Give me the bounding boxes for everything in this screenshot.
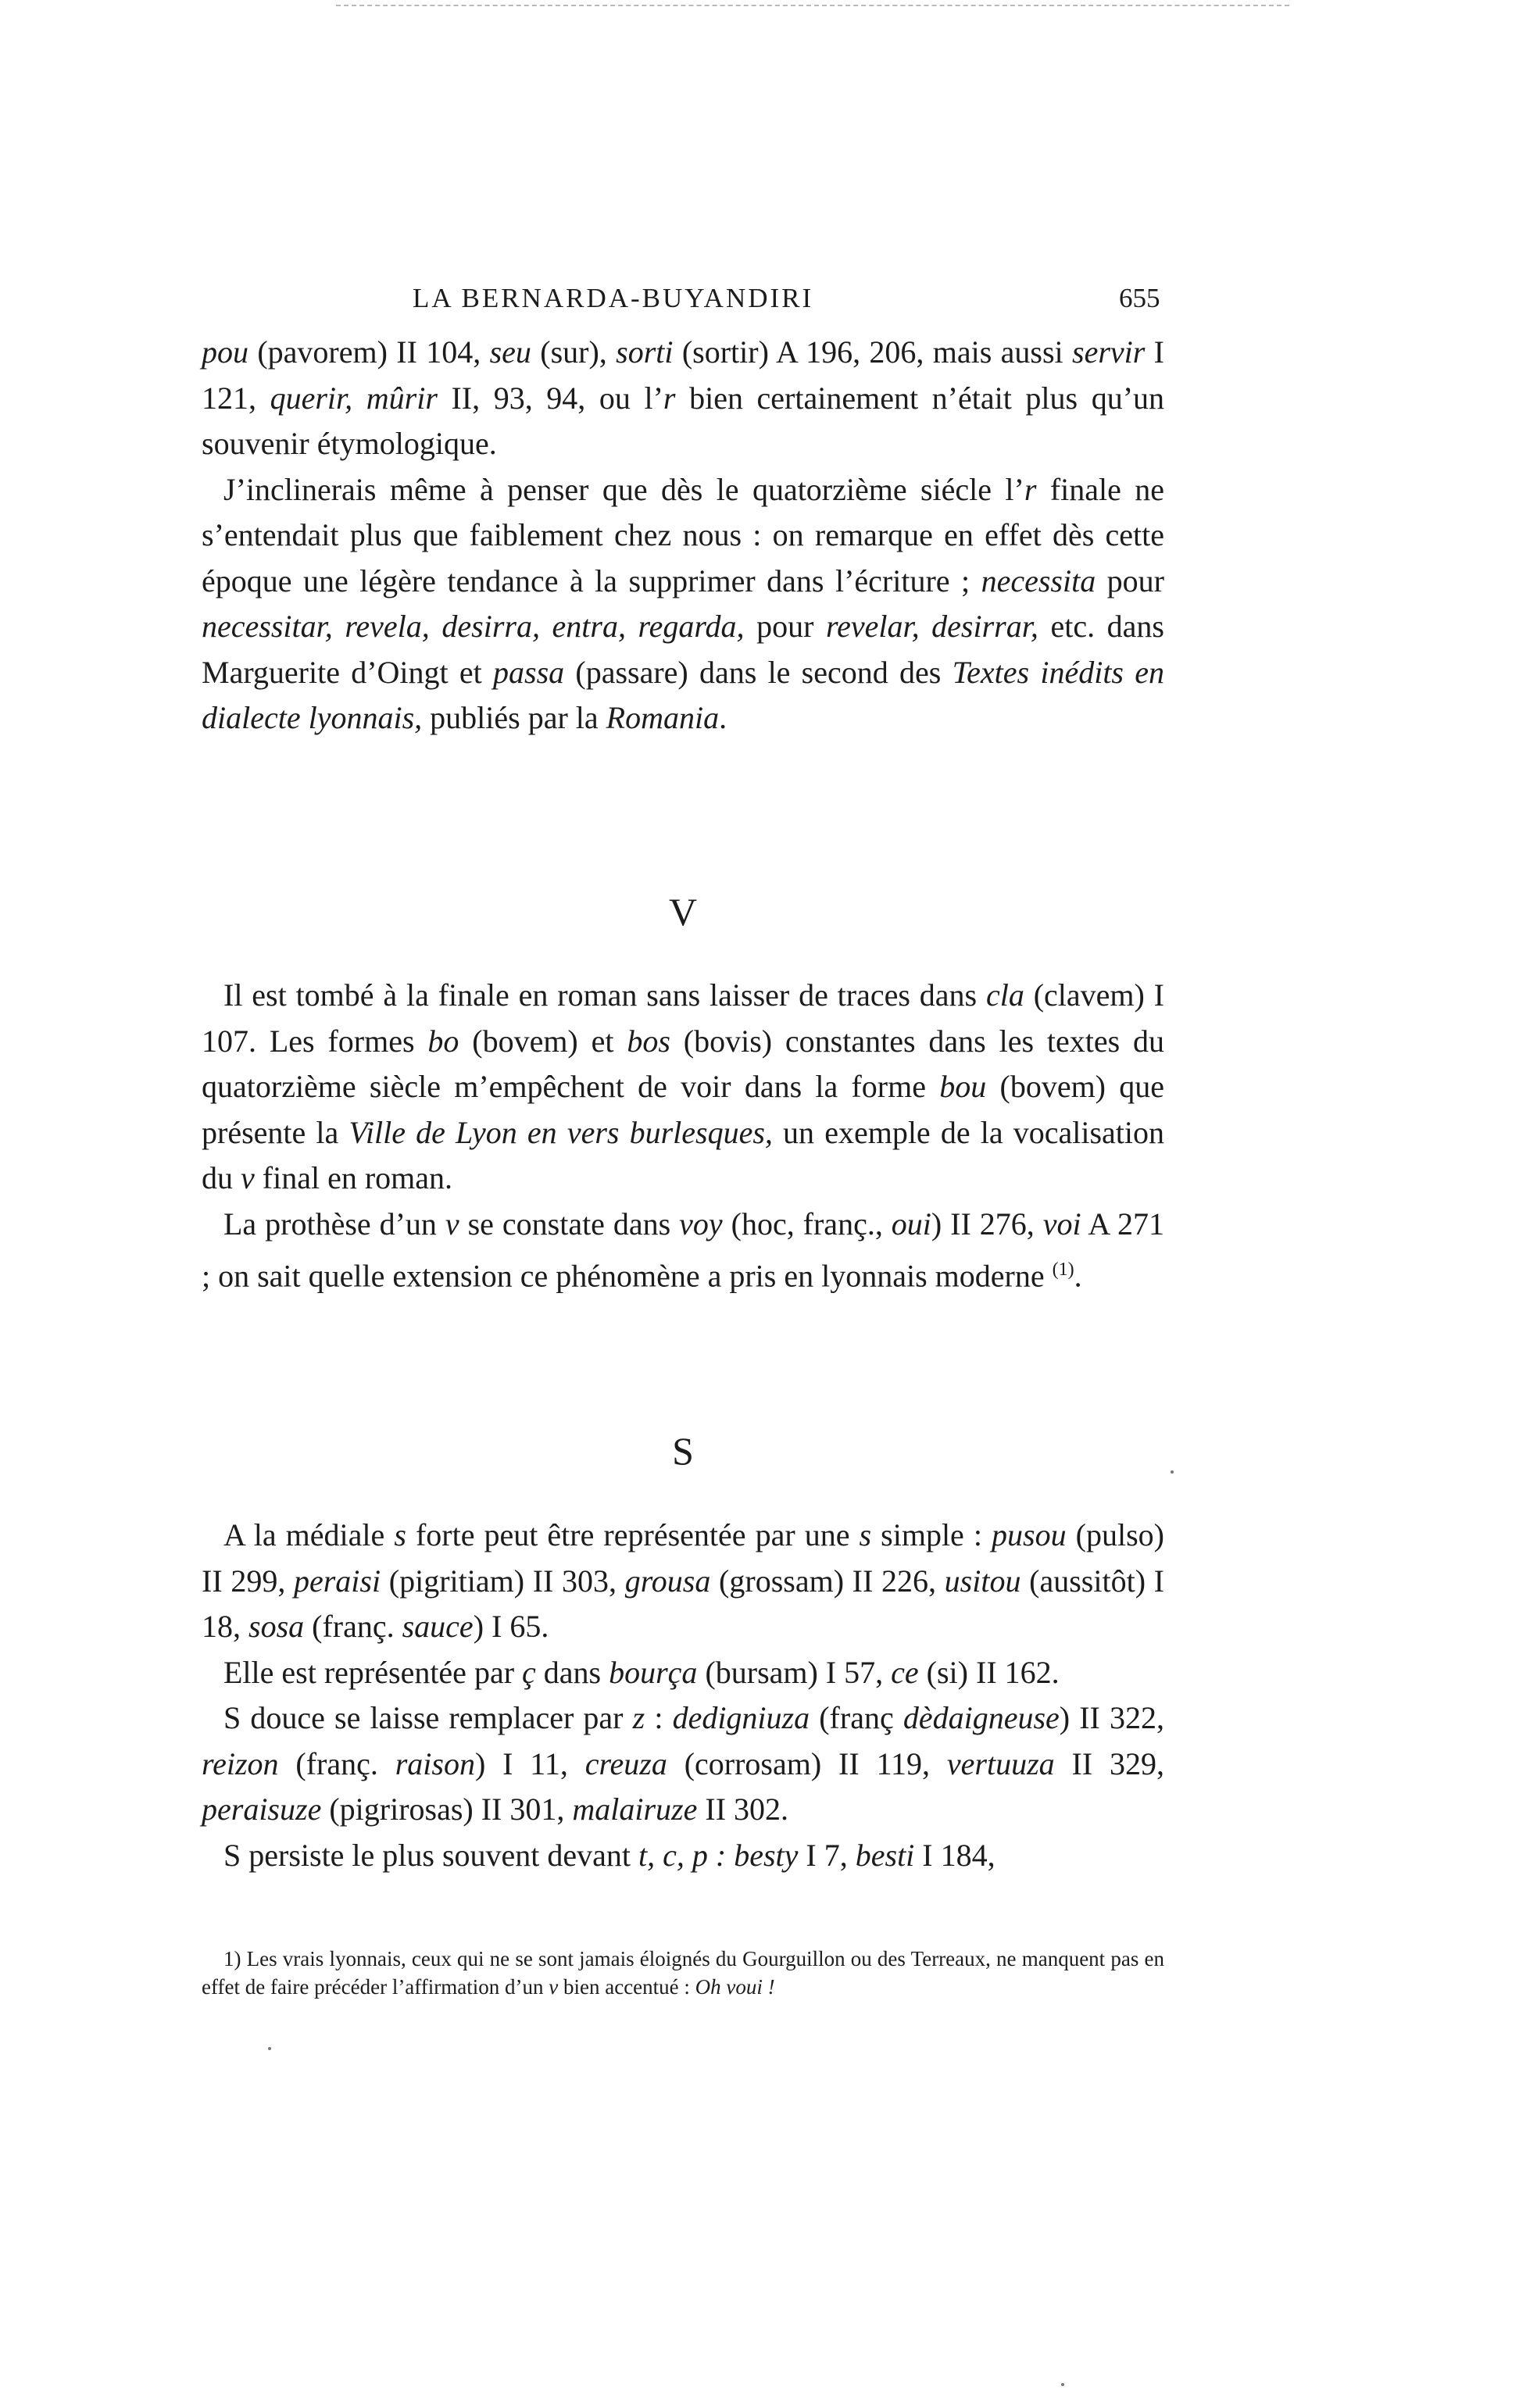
italic-run: raison [395,1745,475,1781]
italic-run: s [394,1517,406,1552]
italic-run: querir, mûrir [270,380,438,416]
text-run: J’inclinerais même à penser que dès le quatorzième siécle l’ [223,471,1024,507]
text-run: A 271 ; on sait quelle extension ce phénomène a pris en lyonnais moderne [202,1206,1164,1294]
paragraph [202,973,1164,1202]
text-run: publiés par la [422,700,606,735]
italic-run: Ville de Lyon en vers burlesques, [349,1114,773,1150]
text-run: I 121, [202,334,1164,416]
italic-run: v [445,1206,459,1242]
italic-run: malairuze [572,1792,698,1827]
text-run: (bovis) constantes dans les textes du quatorzième siècle m’empêchent de voir dans la forme [202,1023,1165,1104]
italic-run: vertuuza [946,1745,1055,1781]
text-run: ) II 322, [1059,1700,1164,1735]
text-run: (aussitôt) I 18, [202,1563,1164,1644]
italic-run: pou [202,334,248,370]
italic-run: Romania [606,700,720,735]
paragraph [202,1650,1164,1696]
text-run: (si) II 162. [918,1654,1060,1690]
text-run: bien certainement n’était plus qu’un souvenir étymologique. [202,380,1165,461]
text-run: . [719,700,727,735]
italic-run: necessitar, revela, desirra, entra, regarda, [202,609,745,644]
paragraph [202,1202,1164,1299]
italic-run: peraisuze [202,1792,322,1827]
italic-run: v [241,1160,255,1195]
text-run: (bursam) I 57, [697,1654,892,1690]
text-run: (franç. [278,1745,395,1781]
footnote-text [202,1945,1164,2001]
text-run: bien accentué : [558,1975,695,1999]
italic-run: pusou [992,1517,1067,1552]
text-run: (clavem) I 107. Les formes [202,977,1164,1059]
text-run: 1) Les vrais lyonnais, ceux qui ne se sont jamais éloignés du Gourguillon ou des Terreaux, ne manquent pas en effet de faire précéder l’affirmation d’un [202,1947,1164,1999]
text-run: etc. dans Marguerite d’Oingt et [202,609,1164,690]
text-run: ) I 65. [473,1609,549,1644]
italic-run: cla [985,977,1024,1013]
text-run: II 329, [1054,1745,1165,1781]
paragraph [202,1695,1164,1833]
text-run: II, 93, 94, ou l’ [437,380,663,416]
text-run: (pigritiam) II 303, [381,1563,625,1599]
italic-run: sauce [402,1609,474,1644]
page-number: 655 [1119,283,1160,313]
italic-run: t, c, p : besty [638,1837,799,1873]
section-heading-s: S [672,1429,694,1473]
italic-run: dèdaigneuse [903,1700,1060,1735]
text-run: Elle est représentée par [223,1654,523,1690]
italic-run: revelar, desirrar, [825,609,1038,644]
italic-run: grousa [624,1563,711,1599]
text-run: forte peut être représentée par une [406,1517,860,1552]
speck [1171,1470,1174,1474]
section-r-text [202,330,1164,741]
section-s-text [202,1513,1164,1878]
text-run: (grossam) II 226, [710,1563,945,1599]
text-run: Il est tombé à la finale en roman sans laisser de traces dans [223,977,986,1013]
text-run: final en roman. [254,1160,453,1195]
text-run: (sortir) A 196, 206, mais aussi [673,334,1072,370]
paragraph [202,1833,1164,1879]
italic-run: besti [855,1837,915,1873]
italic-run: servir [1072,334,1146,370]
text-run: (passare) dans le second des [564,654,953,690]
speck [1061,2383,1064,2386]
italic-run: ç [522,1654,536,1690]
italic-run: oui [891,1206,931,1242]
italic-run: bos [627,1023,670,1059]
paragraph [202,467,1164,741]
text-run: I 7, [798,1837,856,1873]
italic-run: usitou [944,1563,1021,1599]
text-run: : [645,1700,673,1735]
text-run: (bovem) que présente la [202,1069,1164,1150]
italic-run: peraisi [293,1563,381,1599]
italic-run: seu [489,334,531,370]
text-run: se constate dans [459,1206,680,1242]
italic-run: s [859,1517,872,1552]
italic-run: necessita [981,563,1096,598]
text-run: (hoc, franç., [722,1206,892,1242]
text-run: (pigrirosas) II 301, [321,1792,573,1827]
footnote [202,1945,1164,2001]
running-title: LA BERNARDA-BUYANDIRI [413,283,814,313]
italic-run: ce [891,1654,919,1690]
text-run: ) II 276, [931,1206,1043,1242]
paragraph-end: . [1074,1258,1082,1294]
section-v-text [202,973,1164,1299]
text-run: (bovem) et [459,1023,627,1059]
italic-run: bou [939,1069,987,1104]
text-run: S douce se laisse remplacer par [223,1700,633,1735]
text-run: (franç [810,1700,903,1735]
text-run: pour [744,609,826,644]
text-run: dans [535,1654,609,1690]
italic-run: sosa [248,1609,305,1644]
italic-run: bourça [609,1654,698,1690]
text-run: La prothèse d’un [223,1206,445,1242]
paragraph-runs [202,1206,1164,1294]
italic-run: passa [493,654,565,690]
italic-run: reizon [202,1745,279,1781]
text-run: (corrosam) II 119, [667,1745,947,1781]
text-run: ) I 11, [474,1745,585,1781]
text-run: (franç. [304,1609,402,1644]
italic-run: z [632,1700,645,1735]
italic-run: Textes inédits en dialecte lyonnais, [202,654,1164,735]
text-run: S persiste le plus souvent devant [223,1837,639,1873]
text-run: (sur), [531,334,617,370]
text-run: I 184, [914,1837,995,1873]
text-run: pour [1096,563,1164,598]
text-run: A la médiale [223,1517,395,1552]
italic-run: r [1024,471,1037,507]
text-run: finale ne s’entendait plus que faiblement chez nous : on remarque en effet dès cette époque une légère tendance à la supprimer dans l’écriture ; [202,471,1164,598]
text-run: simple : [871,1517,992,1552]
text-run: un exemple de la vocalisation du [202,1114,1164,1195]
italic-run: Oh voui ! [695,1975,775,1999]
italic-run: dedigniuza [672,1700,810,1735]
italic-run: v [549,1975,559,1999]
text-run: (pulso) II 299, [202,1517,1164,1599]
text-run: (pavorem) II 104, [248,334,490,370]
footnote-marker: (1) [1052,1259,1074,1280]
italic-run: r [663,380,676,416]
italic-run: voy [679,1206,723,1242]
paragraph [202,330,1164,467]
text-run: II 302. [697,1792,789,1827]
section-heading-v: V [668,890,698,934]
paragraph [202,1513,1164,1650]
speck [268,2047,271,2050]
italic-run: creuza [584,1745,667,1781]
italic-run: sorti [616,334,674,370]
top-border-line [336,5,1289,6]
italic-run: bo [427,1023,459,1059]
italic-run: voi [1042,1206,1081,1242]
